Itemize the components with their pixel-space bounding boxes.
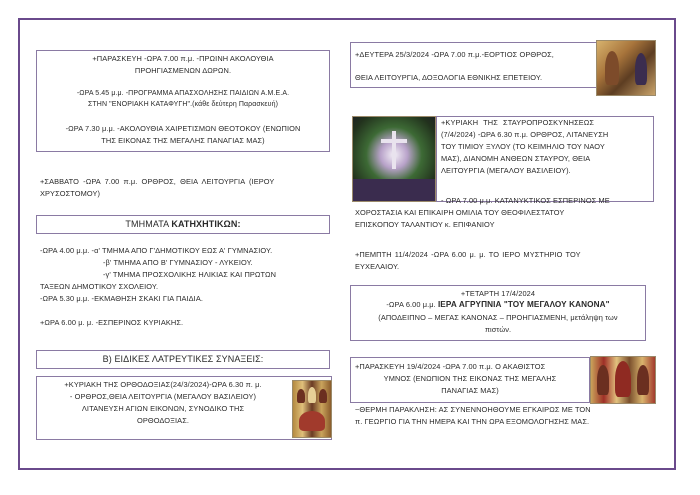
friday-akathist-line1: +ΠΑΡΑΣΚΕΥΗ 19/4/2024 -ΩΡΑ 7.00 π.μ. Ο ΑΚΑΘΙΣΤΟΣ [355, 362, 546, 371]
catechism-line4: ΤΑΞΕΩΝ ΔΗΜΟΤΙΚΟΥ ΣΧΟΛΕΙΟΥ. [40, 282, 159, 291]
friday-line5: -ΩΡΑ 7.30 μ.μ. -ΑΚΟΛΟΥΘΙΑ ΧΑΙΡΕΤΙΣΜΩΝ ΘΕΟΤΟΚΟΥ (ΕΝΩΠΙΟΝ [65, 124, 301, 133]
panagia-icon [590, 356, 656, 404]
catechism-heading-bold: ΚΑΤΗΧΗΤΙΚΩΝ: [171, 219, 241, 229]
saturday-line2: ΧΡΥΣΟΣΤΟΜΟΥ) [40, 189, 101, 198]
wednesday-vigil: ΙΕΡΑ ΑΓΡΥΠΝΙΑ "ΤΟΥ ΜΕΓΑΛΟΥ ΚΑΝΟΝΑ" [437, 300, 610, 309]
catechism-heading [38, 219, 328, 230]
note-line2: π. ΓΕΩΡΓΙΟ ΓΙΑ ΤΗΝ ΗΜΕΡΑ ΚΑΙ ΤΗΝ ΩΡΑ ΕΞΟΜΟΛΟΓΗΣΗΣ ΜΑΣ. [355, 417, 590, 426]
friday-line6: ΤΗΣ ΕΙΚΟΝΑΣ ΤΗΣ ΜΕΓΑΛΗΣ ΠΑΝΑΓΙΑΣ ΜΑΣ) [101, 136, 265, 145]
orthodoxy-line1: +ΚΥΡΙΑΚΗ ΤΗΣ ΟΡΘΟΔΟΞΙΑΣ(24/3/2024)-ΩΡΑ 6.30 π. μ. [64, 380, 262, 389]
orthodoxy-icon [292, 380, 332, 438]
wednesday-line2 [352, 300, 644, 311]
thursday-line1: +ΠΕΜΠΤΗ 11/4/2024 -ΩΡΑ 6.00 μ. μ. ΤΟ ΙΕΡΟ ΜΥΣΤΗΡΙΟ ΤΟΥ [355, 250, 581, 259]
friday-line4: ΣΤΗΝ "ΕΝΟΡΙΑΚΗ ΚΑΤΑΦΥΓΗ".(κάθε δεύτερη Παρασκευή) [88, 101, 278, 108]
friday-line3: -ΩΡΑ 5.45 μ.μ. -ΠΡΟΓΡΑΜΜΑ ΑΠΑΣΧΟΛΗΣΗΣ ΠΑΙΔΙΩΝ Α.Μ.Ε.Α. [76, 90, 290, 97]
cross-sunday-line8: ΕΠΙΣΚΟΠΟΥ ΤΑΛΑΝΤΙΟΥ κ. ΕΠΙΦΑΝΙΟΥ [355, 220, 495, 229]
cross-sunday-line7: ΧΟΡΟΣΤΑΣΙΑ ΚΑΙ ΕΠΙΚΑΙΡΗ ΟΜΙΛΙΑ ΤΟΥ ΘΕΟΦΙΛΕΣΤΑΤΟΥ [355, 208, 565, 217]
cross-sunday-line3: ΤΟΥ ΤΙΜΙΟΥ ΞΥΛΟΥ (ΤΟ ΚΕΙΜΗΛΙΟ ΤΟΥ ΝΑΟΥ [441, 142, 605, 151]
cross-sunday-line1: +ΚΥΡΙΑΚΗ ΤΗΣ ΣΤΑΥΡΟΠΡΟΣΚΥΝΗΣΕΩΣ [441, 118, 595, 127]
catechism-line1: -ΩΡΑ 4.00 μ.μ. -α' ΤΜΗΜΑ ΑΠΟ Γ'ΔΗΜΟΤΙΚΟΥ ΕΩΣ Α' ΓΥΜΝΑΣΙΟΥ. [40, 246, 273, 255]
cross-sunday-line2: (7/4/2024) -ΩΡΑ 6.30 π.μ. ΟΡΘΡΟΣ, ΛΙΤΑΝΕΥΣΗ [441, 130, 609, 139]
vespers-line: +ΩΡΑ 6.00 μ. μ. -ΕΣΠΕΡΙΝΟΣ ΚΥΡΙΑΚΗΣ. [40, 318, 184, 327]
catechism-line5: -ΩΡΑ 5.30 μ.μ. -ΕΚΜΑΘΗΣΗ ΣΚΑΚΙ ΓΙΑ ΠΑΙΔΙΑ. [40, 294, 204, 303]
cross-sunday-line4: ΜΑΣ), ΔΙΑΝΟΜΗ ΑΝΘΕΩΝ ΣΤΑΥΡΟΥ, ΘΕΙΑ [441, 154, 591, 163]
orthodoxy-line2: - ΟΡΘΡΟΣ,ΘΕΙΑ ΛΕΙΤΟΥΡΓΙΑ (ΜΕΓΑΛΟΥ ΒΑΣΙΛΕΙΟΥ) [69, 392, 257, 401]
catechism-line3: -γ' ΤΜΗΜΑ ΠΡΟΣΧΟΛΙΚΗΣ ΗΛΙΚΙΑΣ ΚΑΙ ΠΡΩΤΩΝ [103, 270, 277, 279]
catechism-heading-prefix: ΤΜΗΜΑΤΑ [125, 219, 172, 229]
catechism-line2: -β' ΤΜΗΜΑ ΑΠΟ Β' ΓΥΜΝΑΣΙΟΥ - ΛΥΚΕΙΟΥ. [103, 258, 253, 267]
wednesday-line4: πιστών. [484, 325, 512, 334]
orthodoxy-line4: ΟΡΘΟΔΟΞΙΑΣ. [136, 416, 190, 425]
thursday-line2: ΕΥΧΕΛΑΙΟΥ. [355, 262, 400, 271]
annunciation-icon [596, 40, 656, 96]
friday-akathist-line2: ΥΜΝΟΣ (ΕΝΩΠΙΟΝ ΤΗΣ ΕΙΚΟΝΑΣ ΤΗΣ ΜΕΓΑΛΗΣ [383, 374, 557, 383]
orthodoxy-line3: ΛΙΤΑΝΕΥΣΗ ΑΓΙΩΝ ΕΙΚΟΝΩΝ, ΣΥΝΟΔΙΚΟ ΤΗΣ [81, 404, 245, 413]
cross-sunday-line5: ΛΕΙΤΟΥΡΓΙΑ (ΜΕΓΑΛΟΥ ΒΑΣΙΛΕΙΟΥ). [441, 166, 571, 175]
wednesday-line1: +ΤΕΤΑΡΤΗ 17/4/2024 [460, 289, 536, 298]
cross-flowers-photo [352, 116, 436, 202]
friday-line2: ΠΡΟΗΓΙΑΣΜΕΝΩΝ ΔΩΡΩΝ. [134, 66, 232, 75]
monday-line2: ΘΕΙΑ ΛΕΙΤΟΥΡΓΙΑ, ΔΟΞΟΛΟΓΙΑ ΕΘΝΙΚΗΣ ΕΠΕΤΕΙΟΥ. [355, 73, 543, 82]
special-heading: Β) ΕΙΔΙΚΕΣ ΛΑΤΡΕΥΤΙΚΕΣ ΣΥΝΑΞΕΙΣ: [102, 354, 264, 364]
friday-line1: +ΠΑΡΑΣΚΕΥΗ -ΩΡΑ 7.00 π.μ. -ΠΡΩΙΝΗ ΑΚΟΛΟΥΘΙΑ [92, 54, 274, 63]
wednesday-line3: (ΑΠΟΔΕΙΠΝΟ – ΜΕΓΑΣ ΚΑΝΟΝΑΣ – ΠΡΟΗΓΙΑΣΜΕΝΗ, μετάληψη των [378, 313, 618, 322]
friday-akathist-line3: ΠΑΝΑΓΙΑΣ ΜΑΣ) [441, 386, 499, 395]
saturday-line1: +ΣΑΒΒΑΤΟ -ΩΡΑ 7.00 π.μ. ΟΡΘΡΟΣ, ΘΕΙΑ ΛΕΙΤΟΥΡΓΙΑ (ΙΕΡΟΥ [40, 177, 275, 186]
wednesday-time: -ΩΡΑ 6.00 μ.μ. [386, 300, 438, 309]
cross-sunday-line6: - ΩΡΑ 7.00 μ.μ. ΚΑΤΑΝΥΚΤΙΚΟΣ ΕΣΠΕΡΙΝΟΣ ΜΕ [441, 196, 610, 205]
note-line1: ~ΘΕΡΜΗ ΠΑΡΑΚΛΗΣΗ: ΑΣ ΣΥΝΕΝΝΟΗΘΟΥΜΕ ΕΓΚΑΙΡΩΣ ΜΕ ΤΟΝ [355, 405, 591, 414]
monday-line1: +ΔΕΥΤΕΡΑ 25/3/2024 -ΩΡΑ 7.00 π.μ.-ΕΟΡΤΙΟΣ ΟΡΘΡΟΣ, [355, 50, 554, 59]
